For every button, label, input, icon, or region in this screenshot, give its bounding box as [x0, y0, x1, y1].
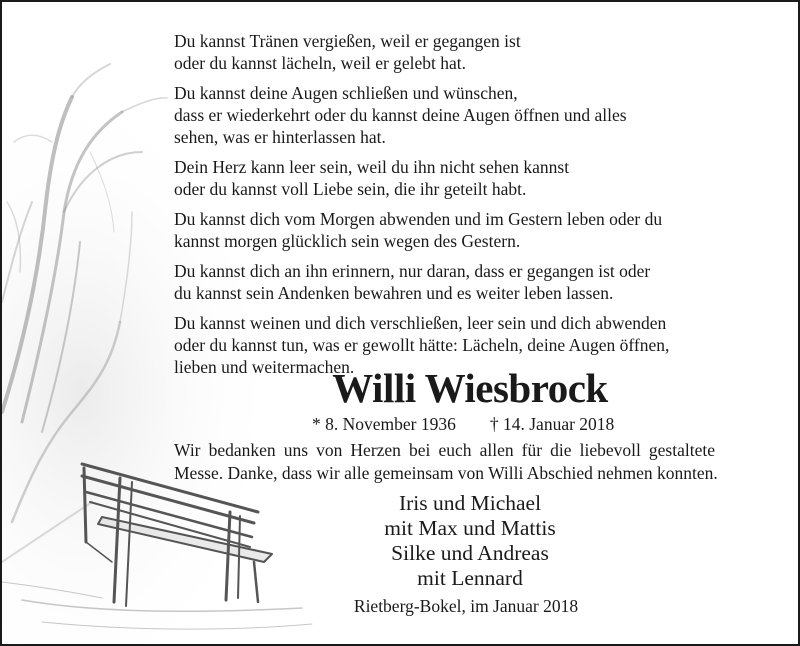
poem-stanza	[174, 208, 734, 252]
poem-line: du kannst sein Andenken bewahren und es weiter leben lassen.	[174, 283, 614, 303]
deceased-name: Willi Wiesbrock	[332, 365, 608, 411]
poem-line: dass er wiederkehrt oder du kannst deine Augen öffnen und alles	[174, 105, 627, 125]
poem-line: Du kannst weinen und dich verschließen, leer sein und dich abwenden	[174, 313, 667, 333]
poem-stanza	[174, 30, 734, 74]
poem-line: oder du kannst voll Liebe sein, die ihr geteilt habt.	[174, 179, 527, 199]
family-line: mit Max und Mattis	[384, 516, 556, 540]
family-line: mit Lennard	[417, 566, 523, 590]
poem-stanza	[174, 260, 734, 304]
life-dates	[312, 414, 614, 435]
poem-stanza	[174, 82, 734, 148]
poem-line: Du kannst Tränen vergießen, weil er gegangen ist	[174, 31, 521, 51]
birth-date: * 8. November 1936	[312, 414, 456, 434]
thank-you-line: Wir bedanken uns von Herzen bei euch allen für die liebevoll gestaltete	[174, 440, 715, 460]
family-line: Iris und Michael	[398, 491, 542, 515]
place-and-date: Rietberg-Bokel, im Januar 2018	[353, 596, 579, 616]
poem-line: kannst morgen glücklich sein wegen des Gestern.	[174, 231, 521, 251]
thank-you-line: Messe. Danke, dass wir alle gemeinsam von Willi Abschied nehmen konnten.	[174, 463, 718, 483]
poem-line: Du kannst dich vom Morgen abwenden und im Gestern leben oder du	[174, 209, 663, 229]
poem-line: Du kannst deine Augen schließen und wünschen,	[174, 83, 518, 103]
family-signature	[2, 491, 800, 591]
poem-stanza	[174, 156, 734, 200]
poem	[174, 30, 734, 386]
family-line: Silke und Andreas	[391, 541, 549, 565]
poem-line: lieben und weitermachen.	[174, 357, 355, 377]
poem-line: oder du kannst tun, was er gewollt hätte: Lächeln, deine Augen öffnen,	[174, 335, 670, 355]
poem-line: Dein Herz kann leer sein, weil du ihn nicht sehen kannst	[174, 157, 570, 177]
death-date: † 14. Januar 2018	[489, 414, 615, 434]
poem-line: Du kannst dich an ihn erinnern, nur daran, dass er gegangen ist oder	[174, 261, 651, 281]
poem-line: sehen, was er hinterlassen hat.	[174, 127, 386, 147]
poem-line: oder du kannst lächeln, weil er gelebt hat.	[174, 53, 467, 73]
thank-you-text	[174, 439, 764, 485]
